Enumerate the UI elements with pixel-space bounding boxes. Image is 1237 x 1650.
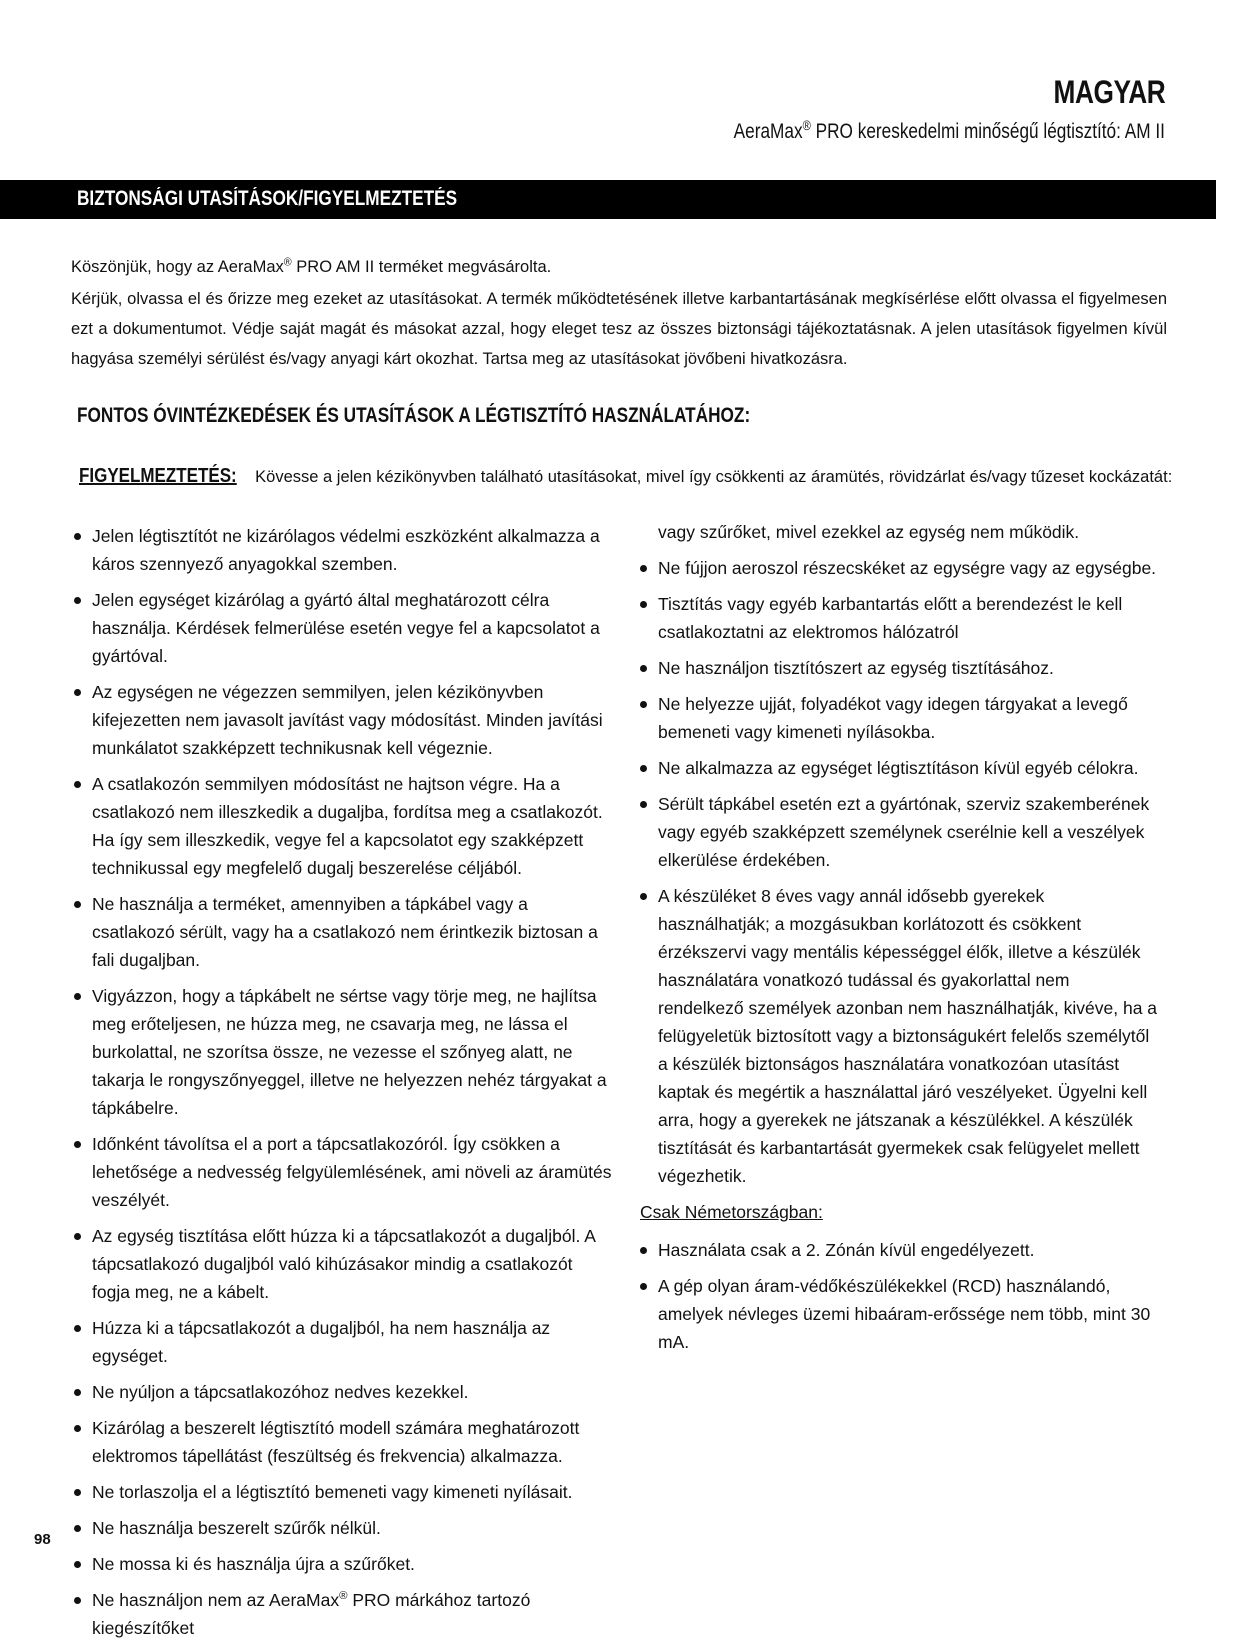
right-column — [638, 518, 1158, 1364]
germany-subheading: Csak Németországban: — [640, 1202, 823, 1222]
list-item: Kizárólag a beszerelt légtisztító modell számára meghatározott elektromos tápellátást (feszültség és frekvencia) alkalmazza. — [72, 1414, 612, 1470]
list-item: Ne használja a terméket, amennyiben a tápkábel vagy a csatlakozó sérült, vagy ha a csatlakozó nem érintkezik biztosan a fali dugaljban. — [72, 890, 612, 974]
list-item: Ne használja beszerelt szűrők nélkül. — [72, 1514, 612, 1542]
list-item: Húzza ki a tápcsatlakozót a dugaljból, ha nem használja az egységet. — [72, 1314, 612, 1370]
list-item: Használata csak a 2. Zónán kívül engedélyezett. — [638, 1236, 1158, 1264]
intro-paragraph: Kérjük, olvassa el és őrizze meg ezeket az utasításokat. A termék működtetésének illetve karbantartásának megkísérlése előtt olvassa el figyelmesen ezt a dokumentumot. Védje saját magát és másokat azzal, hogy eleget tesz az összes biztonsági tájékoztatásnak. A jelen utasítások figyelmen kívül hagyása személyi sérülést és/vagy anyagi kárt okozhat. Tartsa meg az utasításokat jövőbeni hivatkozásra. — [71, 290, 1167, 368]
list-item: Ne torlaszolja el a légtisztító bemeneti vagy kimeneti nyílásait. — [72, 1478, 612, 1506]
language-title: MAGYAR — [1053, 74, 1165, 110]
list-item: Ne használjon tisztítószert az egység tisztításához. — [638, 654, 1158, 682]
list-item: A gép olyan áram-védőkészülékekkel (RCD) használandó, amelyek névleges üzemi hibaáram-erőssége nem több, mint 30 mA. — [638, 1272, 1158, 1356]
list-item: Az egységen ne végezzen semmilyen, jelen kézikönyvben kifejezetten nem javasolt javítást vagy módosítást. Minden javítási munkálatot szakképzett technikusnak kell végeznie. — [72, 678, 612, 762]
list-item: Ne helyezze ujját, folyadékot vagy idegen tárgyakat a levegő bemeneti vagy kimeneti nyílásokba. — [638, 690, 1158, 746]
list-item: Sérült tápkábel esetén ezt a gyártónak, szerviz szakemberének vagy egyéb szakképzett személynek cserélnie kell a veszélyek elkerülése érdekében. — [638, 790, 1158, 874]
left-column — [72, 522, 612, 1650]
precautions-heading: FONTOS ÓVINTÉZKEDÉSEK ÉS UTASÍTÁSOK A LÉGTISZTÍTÓ HASZNÁLATÁHOZ: — [77, 404, 751, 427]
list-item: Jelen légtisztítót ne kizárólagos védelmi eszközként alkalmazza a káros szennyező anyagokkal szemben. — [72, 522, 612, 578]
section-bar — [0, 180, 1216, 219]
list-item: Vigyázzon, hogy a tápkábelt ne sértse vagy törje meg, ne hajlítsa meg erőteljesen, ne húzza meg, ne csavarja meg, ne lássa el burkolattal, ne szorítsa össze, ne vezesse el szőnyeg alatt, ne takarja le rongyszőnyeggel, illetve ne helyezzen nehéz tárgyakat a tápkábelre. — [72, 982, 612, 1122]
list-item: Az egység tisztítása előtt húzza ki a tápcsatlakozót a dugaljból. A tápcsatlakozó dugaljból való kihúzásakor mindig a csatlakozót fogja meg, ne a kábelt. — [72, 1222, 612, 1306]
list-item: A készüléket 8 éves vagy annál idősebb gyerekek használhatják; a mozgásukban korlátozott és csökkent érzékszervi vagy mentális képességgel élők, illetve a készülék használatára vonatkozó tudással és gyakorlattal nem rendelkező személyek azonban nem használhatják, kivéve, ha a felügyeletük biztosított vagy a biztonságukért felelős személytől a készülék biztonságos használatára vonatkozóan utasítást kaptak és megértik a használattal járó veszélyeket. Ügyelni kell arra, hogy a gyerekek ne játszanak a készülékkel. A készülék tisztítását és karbantartását gyermekek csak felügyelet mellett végezhetik. — [638, 882, 1158, 1190]
product-subtitle: AeraMax® PRO kereskedelmi minőségű légtisztító: AM II — [733, 118, 1165, 143]
warning-text: Kövesse a jelen kézikönyvben található utasításokat, mivel így csökkenti az áramütés, rövidzárlat és/vagy tűzeset kockázatát: — [250, 468, 1173, 486]
list-item: Ne mossa ki és használja újra a szűrőket. — [72, 1550, 612, 1578]
warning-label: FIGYELMEZTETÉS: — [79, 465, 237, 487]
list-item: Ne nyúljon a tápcsatlakozóhoz nedves kezekkel. — [72, 1378, 612, 1406]
list-item: Időnként távolítsa el a port a tápcsatlakozóról. Így csökken a lehetősége a nedvesség felgyülemlésének, ami növeli az áramütés veszélyét. — [72, 1130, 612, 1214]
list-item: A csatlakozón semmilyen módosítást ne hajtson végre. Ha a csatlakozó nem illeszkedik a dugaljba, fordítsa meg a csatlakozót. Ha így sem illeszkedik, vegye fel a kapcsolatot egy szakképzett technikussal egy megfelelő dugalj beszerelése céljából. — [72, 770, 612, 882]
list-item: Tisztítás vagy egyéb karbantartás előtt a berendezést le kell csatlakoztatni az elektromos hálózatról — [638, 590, 1158, 646]
list-item-accessories: Ne használjon nem az AeraMax® PRO márkához tartozó kiegészítőket — [72, 1586, 612, 1642]
intro-block — [71, 252, 1167, 374]
intro-thanks: Köszönjük, hogy az AeraMax® PRO AM II terméket megvásárolta. — [71, 256, 552, 276]
page-number: 98 — [34, 1531, 51, 1548]
list-item: Ne alkalmazza az egységet légtisztításon kívül egyéb célokra. — [638, 754, 1158, 782]
list-item-continuation: vagy szűrőket, mivel ezekkel az egység nem működik. — [658, 522, 1080, 542]
list-item: Ne fújjon aeroszol részecskéket az egységre vagy az egységbe. — [638, 554, 1158, 582]
list-item: Jelen egységet kizárólag a gyártó által meghatározott célra használja. Kérdések felmerülése esetén vegye fel a kapcsolatot a gyártóval. — [72, 586, 612, 670]
section-title: BIZTONSÁGI UTASÍTÁSOK/FIGYELMEZTETÉS — [77, 187, 458, 210]
warning-line — [79, 465, 1172, 488]
